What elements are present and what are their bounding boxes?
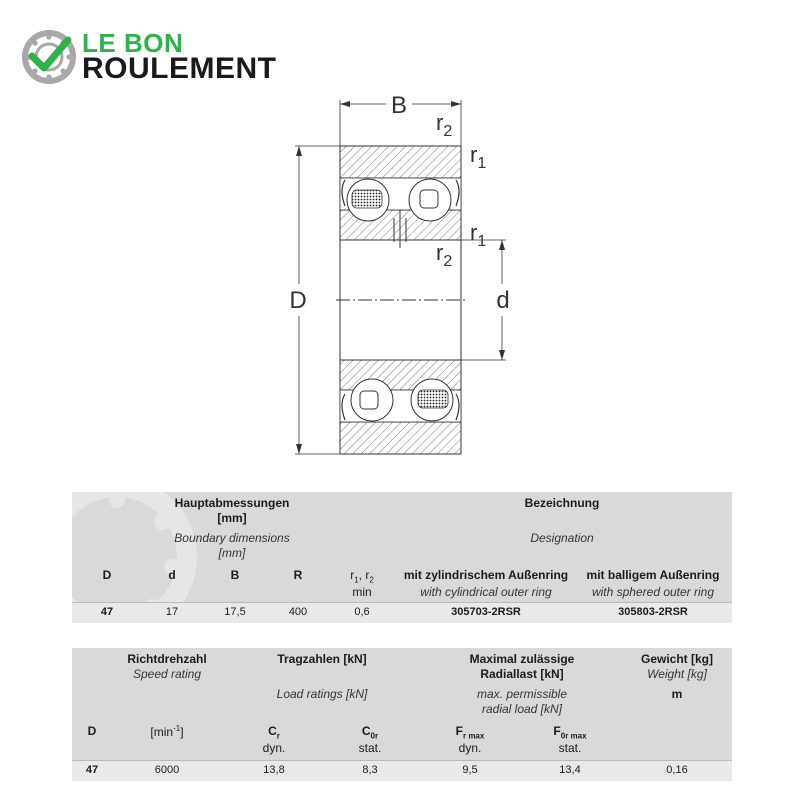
boundary-dims-unit-de: [mm]: [217, 511, 247, 525]
cell-cylindrical-designation: 305703-2RSR: [451, 606, 521, 618]
col-Fr-max: $F_{r max}$: [455, 724, 485, 741]
boundary-dims-heading-de: Hauptabmessungen: [174, 496, 290, 510]
bearing-cross-section-drawing: [280, 90, 540, 470]
cell-d: 17: [165, 606, 179, 618]
col-r-min: min: [352, 585, 372, 599]
col-B: B: [230, 568, 240, 582]
dimensions-table-header: [72, 492, 732, 602]
cell-B: 17,5: [224, 606, 246, 618]
col-Cr: $C_r$: [268, 724, 280, 741]
max-load-heading-de-1: Maximal zulässige: [469, 652, 575, 666]
ratings-table: [72, 648, 732, 782]
ratings-table-header: [72, 648, 732, 760]
radius-label-r1-top: $r_1$: [470, 142, 487, 172]
ball-right-bottom: [418, 390, 448, 408]
cell-Cr: 13,8: [263, 764, 285, 776]
col-F0r-max: $F_{0r max}$: [553, 724, 587, 741]
col-D: D: [87, 724, 97, 738]
weight-heading-en: Weight [kg]: [647, 667, 707, 681]
col-m: m: [671, 687, 683, 701]
designation-heading-en: Designation: [530, 531, 594, 545]
brand-logo: [22, 28, 312, 88]
col-F0r-stat: stat.: [558, 741, 582, 755]
speed-heading-en: Speed rating: [132, 667, 202, 681]
weight-heading-de: Gewicht [kg]: [640, 652, 713, 666]
outer-ring-top: [340, 146, 461, 178]
col-R: R: [293, 568, 303, 582]
dimensions-table: [72, 492, 732, 624]
load-heading-en: Load ratings [kN]: [276, 687, 368, 701]
ball-left-top: [352, 190, 382, 208]
radius-label-r2-mid: $r_2$: [436, 240, 453, 270]
table-row: [72, 760, 732, 781]
table-row: [72, 602, 732, 623]
cell-sphered-designation: 305803-2RSR: [618, 606, 688, 618]
speed-heading-de: Richtdrehzahl: [127, 652, 207, 666]
col-r1-r2: $r_1$, $r_2$: [350, 568, 374, 585]
load-heading-de: Tragzahlen [kN]: [277, 652, 367, 666]
col-cylindrical-en: with cylindrical outer ring: [420, 585, 552, 599]
col-C0r-stat: stat.: [358, 741, 382, 755]
designation-heading-de: Bezeichnung: [524, 496, 600, 510]
col-Fr-dyn: dyn.: [458, 741, 482, 755]
max-load-heading-en-2: radial load [kN]: [481, 702, 563, 716]
col-sphered-en: with sphered outer ring: [591, 585, 715, 599]
cell-D: 47: [85, 764, 99, 776]
col-sphered-de: mit balligem Außenring: [586, 568, 720, 582]
ball-left-bottom: [360, 391, 378, 409]
col-cylindrical-de: mit zylindrischem Außenring: [403, 568, 569, 582]
radius-label-r2-top: $r_2$: [436, 110, 453, 140]
radius-label-r1-mid: $r_1$: [470, 220, 487, 250]
col-D: D: [102, 568, 112, 582]
cell-weight: 0,16: [666, 764, 688, 776]
cell-C0r: 8,3: [362, 764, 378, 776]
dim-label-B: B: [390, 92, 408, 119]
col-speed-unit: $[\min^{-1}]$: [150, 724, 184, 739]
col-C0r: $C_{0r}$: [361, 724, 379, 741]
bearing-check-icon: [22, 30, 76, 84]
dim-label-d: d: [496, 287, 510, 314]
col-Cr-dyn: dyn.: [262, 741, 286, 755]
boundary-dims-unit-en: [mm]: [218, 546, 246, 560]
cell-r: 0,6: [354, 606, 370, 618]
col-d: d: [168, 568, 176, 582]
cell-R: 400: [288, 606, 308, 618]
logo-line-2: ROULEMENT: [82, 52, 277, 85]
max-load-heading-en-1: max. permissible: [476, 687, 568, 701]
ball-right-top: [420, 190, 438, 208]
max-load-heading-de-2: Radiallast [kN]: [480, 667, 564, 681]
logo-line-1: LE BON: [82, 28, 184, 58]
outer-ring-bottom: [340, 422, 461, 454]
dim-label-D: D: [289, 287, 307, 314]
cell-speed: 6000: [154, 764, 180, 776]
boundary-dims-heading-en: Boundary dimensions: [174, 531, 290, 545]
cell-D: 47: [100, 606, 114, 618]
cell-Fr-max: 9,5: [462, 764, 478, 776]
cell-F0r-max: 13,4: [559, 764, 581, 776]
